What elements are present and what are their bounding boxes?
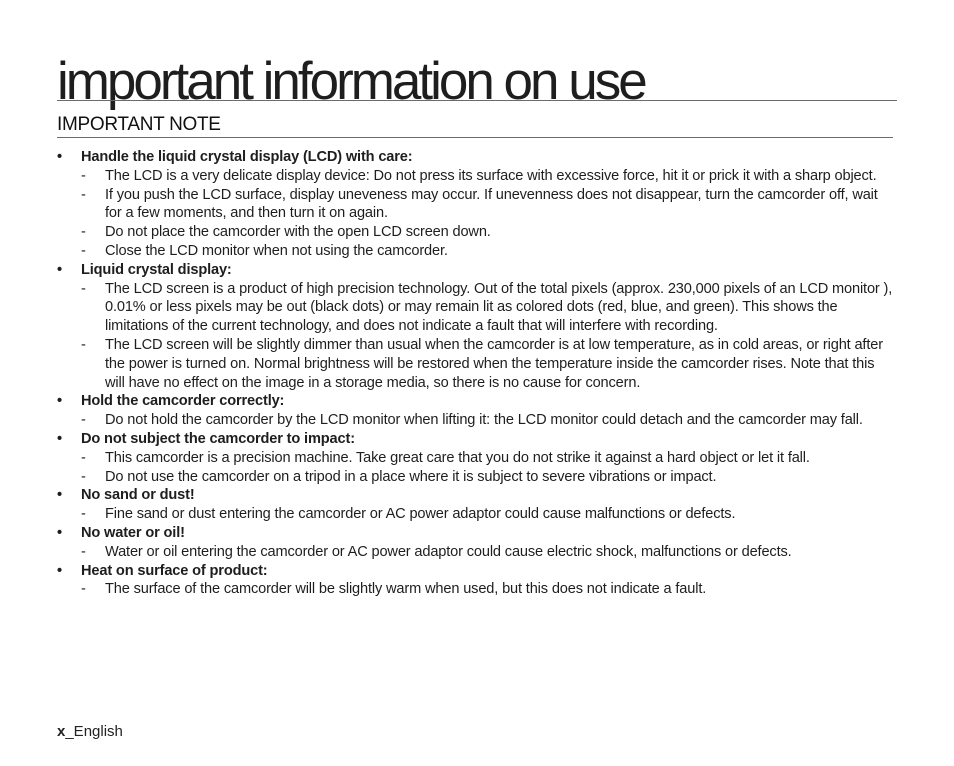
note-item	[57, 543, 897, 562]
footer-language: _English	[65, 723, 123, 740]
dash-marker: -	[81, 336, 86, 353]
dash-marker: -	[81, 412, 86, 429]
bullet-title: Hold the camcorder correctly:	[81, 393, 285, 410]
page-title: important information on use	[57, 52, 645, 111]
title-divider	[57, 100, 897, 101]
note-bullet	[57, 392, 897, 411]
bullet-title: Handle the liquid crystal display (LCD) with care:	[81, 149, 413, 165]
note-item-text: Do not hold the camcorder by the LCD monitor when lifting it: the LCD monitor could detach and the camcorder may fall.	[105, 412, 863, 429]
bullet-dot: •	[57, 562, 62, 579]
note-item-text: The LCD screen is a product of high precision technology. Out of the total pixels (approx. 230,000 pixels of an LCD monitor ), 0.01% or less pixels may be out (black dots) or may remain lit as colored dots (red, blue, and green). This shows the limitations of the current technology, and does not indicate a fault that will interfere with recording.	[105, 280, 893, 335]
note-item	[57, 449, 897, 468]
note-item	[57, 468, 897, 487]
note-item-text: This camcorder is a precision machine. Take great care that you do not strike it against a hard object or let it fall.	[105, 449, 810, 466]
dash-marker: -	[81, 167, 86, 184]
bullet-title: Heat on surface of product:	[81, 562, 268, 579]
note-item-text: If you push the LCD surface, display uneveness may occur. If unevenness does not disappear, turn the camcorder off, wait for a few moments, and then turn it on again.	[105, 186, 878, 222]
note-item-text: The LCD is a very delicate display device: Do not press its surface with excessive force, hit it or prick it with a sharp object.	[105, 167, 877, 184]
bullet-title: No sand or dust!	[81, 487, 195, 504]
note-item-text: Water or oil entering the camcorder or AC power adaptor could cause electric shock, malfunctions or defects.	[105, 543, 792, 560]
bullet-dot: •	[57, 487, 62, 504]
bullet-dot: •	[57, 149, 62, 165]
section-heading: IMPORTANT NOTE	[57, 114, 221, 135]
note-item-text: Do not use the camcorder on a tripod in a place where it is subject to severe vibrations or impact.	[105, 468, 717, 485]
note-bullet	[57, 486, 897, 505]
note-bullet	[57, 148, 897, 167]
note-item	[57, 505, 897, 524]
bullet-title: Liquid crystal display:	[81, 261, 232, 278]
dash-marker: -	[81, 468, 86, 485]
dash-marker: -	[81, 280, 86, 297]
bullet-title: No water or oil!	[81, 524, 185, 541]
note-item-text: Fine sand or dust entering the camcorder or AC power adaptor could cause malfunctions or defects.	[105, 506, 736, 523]
section-divider	[57, 137, 893, 138]
note-bullet	[57, 430, 897, 449]
note-item	[57, 167, 897, 186]
note-item	[57, 223, 897, 242]
dash-marker: -	[81, 224, 86, 241]
dash-marker: -	[81, 449, 86, 466]
dash-marker: -	[81, 543, 86, 560]
note-item-text: Close the LCD monitor when not using the camcorder.	[105, 242, 448, 259]
note-item-text: The surface of the camcorder will be slightly warm when used, but this does not indicate a fault.	[105, 581, 707, 598]
dash-marker: -	[81, 186, 86, 203]
note-item	[57, 336, 897, 392]
note-bullet	[57, 562, 897, 581]
page-footer	[57, 723, 123, 741]
dash-marker: -	[81, 242, 86, 259]
note-item	[57, 580, 897, 599]
note-item-text: The LCD screen will be slightly dimmer than usual when the camcorder is at low temperature, as in cold areas, or right after the power is turned on. Normal brightness will be restored when the temperature inside the camcorder rises. Note that this will have no effect on the image in a storage media, so there is no cause for concern.	[105, 336, 883, 391]
note-item	[57, 186, 897, 224]
dash-marker: -	[81, 506, 86, 523]
note-item	[57, 242, 897, 261]
bullet-dot: •	[57, 524, 62, 541]
note-bullet	[57, 524, 897, 543]
note-bullet	[57, 261, 897, 280]
dash-marker: -	[81, 581, 86, 598]
note-item	[57, 411, 897, 430]
note-item	[57, 280, 897, 336]
bullet-dot: •	[57, 261, 62, 278]
bullet-dot: •	[57, 393, 62, 410]
bullet-dot: •	[57, 430, 62, 447]
note-item-text: Do not place the camcorder with the open LCD screen down.	[105, 224, 491, 241]
notes-list	[57, 148, 897, 599]
page-number: x	[57, 723, 66, 740]
bullet-title: Do not subject the camcorder to impact:	[81, 430, 355, 447]
